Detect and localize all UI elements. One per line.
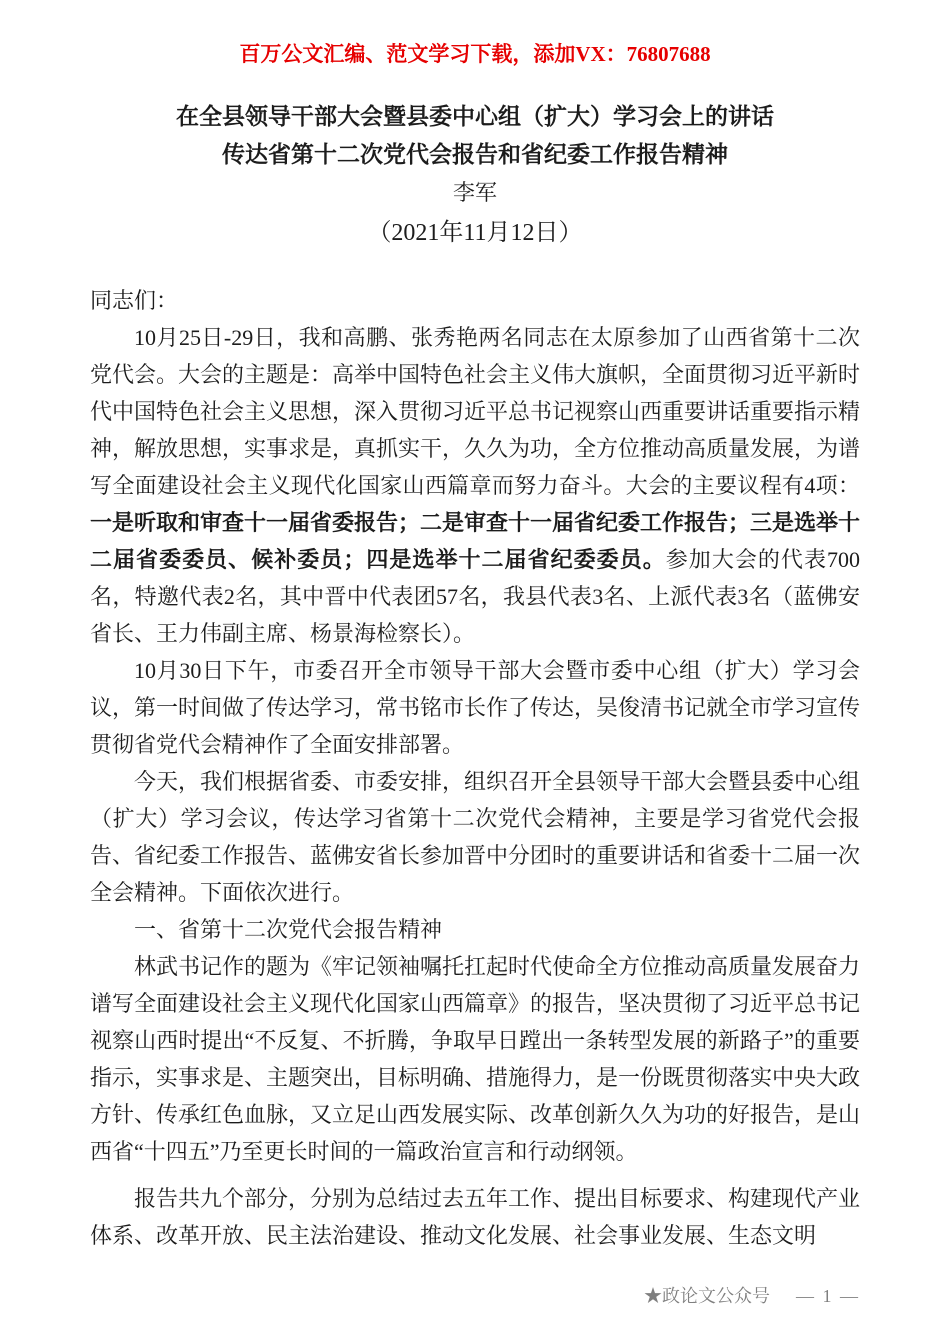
document-date: （2021年11月12日） (367, 220, 583, 246)
document-title-line1: 在全县领导干部大会暨县委中心组（扩大）学习会上的讲话 (176, 104, 774, 129)
document-body (90, 282, 860, 1254)
paragraph-2: 10月30日下午，市委召开全市领导干部大会暨市委中心组（扩大）学习会议，第一时间做了传达学习，常书铭市长作了传达，吴俊清书记就全市学习宣传贯彻省党代会精神作了全面安排部署。 (90, 658, 861, 757)
section-heading-1: 一、省第十二次党代会报告精神 (134, 917, 443, 942)
paragraph-1 (90, 319, 860, 652)
page-footer (644, 1284, 860, 1308)
paragraph-1-run-1: 10月25日-29日，我和高鹏、张秀艳两名同志在太原参加了山西省第十二次党代会。大会的主题是：高举中国特色社会主义伟大旗帜，全面贯彻习近平新时代中国特色社会主义思想，深入贯彻习近平总书记视察山西重要讲话重要指示精神，解放思想，实事求是，真抓实干，久久为功，全方位推动高质量发展，为谱写全面建设社会主义现代化国家山西篇章而努力奋斗。大会的主要议程有4项： (90, 325, 861, 498)
document-title-line2: 传达省第十二次党代会报告和省纪委工作报告精神 (222, 142, 728, 167)
paragraph-1-run-3: 参加大会的代表700名，特邀代表2名，其中晋中代表团57名，我县代表3名、上派代表3名（蓝佛安省长、王力伟副主席、杨景海检察长）。 (90, 547, 860, 646)
paragraph-3: 今天，我们根据省委、市委安排，组织召开全县领导干部大会暨县委中心组（扩大）学习会议，传达学习省第十二次党代会精神，主要是学习省党代会报告、省纪委工作报告、蓝佛安省长参加晋中分团时的重要讲话和省委十二届一次全会精神。下面依次进行。 (90, 769, 861, 905)
page-number: — 1 — (796, 1286, 860, 1306)
footer-brand: ★政论文公众号 (644, 1286, 770, 1306)
paragraph-5: 报告共九个部分，分别为总结过去五年工作、提出目标要求、构建现代产业体系、改革开放、民主法治建设、推动文化发展、社会事业发展、生态文明 (90, 1186, 861, 1248)
document-author: 李军 (452, 180, 497, 205)
paragraph-1-bold-run: 一是听取和审查十一届省委报告；二是审查十一届省纪委工作报告；三是选举十二届省委委员、候补委员；四是选举十二届省纪委委员。 (90, 510, 861, 572)
salutation: 同志们： (90, 288, 179, 313)
header-promo-notice: 百万公文汇编、范文学习下载，添加VX：76807688 (239, 42, 711, 66)
paragraph-4: 林武书记作的题为《牢记领袖嘱托扛起时代使命全方位推动高质量发展奋力谱写全面建设社会主义现代化国家山西篇章》的报告，坚决贯彻了习近平总书记视察山西时提出“不反复、不折腾，争取早日蹚出一条转型发展的新路子”的重要指示，实事求是、主题突出，目标明确、措施得力，是一份既贯彻落实中央大政方针、传承红色血脉，又立足山西发展实际、改革创新久久为功的好报告，是山西省“十四五”乃至更长时间的一篇政治宣言和行动纲领。 (90, 954, 861, 1164)
